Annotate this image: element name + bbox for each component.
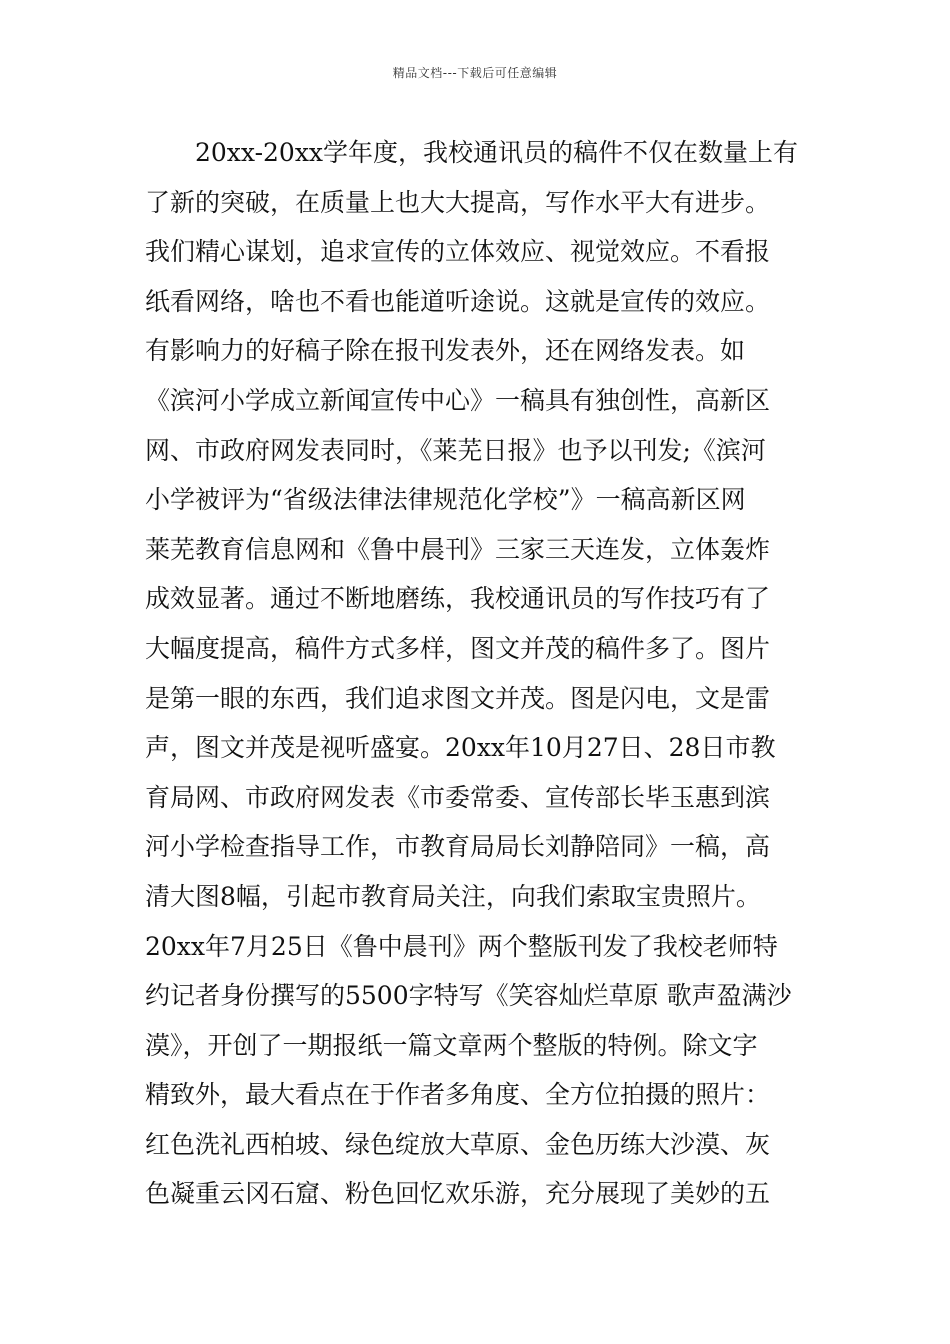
text-line: 红色洗礼西柏坡、绿色绽放大草原、金色历练大沙漠、灰 xyxy=(145,1129,771,1159)
text-line: 约记者身份撰写的5500字特写《笑容灿烂草原 歌声盈满沙 xyxy=(145,981,792,1011)
text-line: 漠》，开创了一期报纸一篇文章两个整版的特例。除文字 xyxy=(145,1030,758,1060)
text-line: 声，图文并茂是视听盛宴。20xx年10月27日、28日市教 xyxy=(145,733,776,763)
text-line: 小学被评为“省级法律法律规范化学校”》一稿高新区网 xyxy=(145,485,746,515)
text-line: 了新的突破，在质量上也大大提高，写作水平大有进步。 xyxy=(145,187,771,217)
text-line: 色凝重云冈石窟、粉色回忆欢乐游，充分展现了美妙的五 xyxy=(145,1179,771,1209)
text-line: 清大图8幅，引起市教育局关注，向我们索取宝贵照片。 xyxy=(145,881,761,911)
text-line: 我们精心谋划，追求宣传的立体效应、视觉效应。不看报 xyxy=(145,237,771,267)
text-line: 《滨河小学成立新闻宣传中心》一稿具有独创性，高新区 xyxy=(145,385,771,415)
text-line: 20xx-20xx学年度，我校通讯员的稿件不仅在数量上有 xyxy=(195,138,799,167)
page-header: 精品文档---下载后可任意编辑 xyxy=(392,66,558,80)
text-line: 成效显著。通过不断地磨练，我校通讯员的写作技巧有了 xyxy=(145,584,771,614)
text-line: 大幅度提高，稿件方式多样，图文并茂的稿件多了。图片 xyxy=(145,633,771,663)
text-line: 有影响力的好稿子除在报刊发表外，还在网络发表。如 xyxy=(145,336,746,366)
text-line: 20xx年7月25日《鲁中晨刊》两个整版刊发了我校老师特 xyxy=(145,931,778,961)
text-line: 河小学检查指导工作，市教育局局长刘静陪同》一稿，高 xyxy=(145,832,771,862)
text-line: 网、市政府网发表同时，《莱芜日报》也予以刊发;《滨河 xyxy=(145,435,766,465)
text-line: 莱芜教育信息网和《鲁中晨刊》三家三天连发，立体轰炸 xyxy=(145,534,771,564)
body-text xyxy=(145,128,835,1219)
text-line: 是第一眼的东西，我们追求图文并茂。图是闪电，文是雷 xyxy=(145,683,771,713)
text-line: 育局网、市政府网发表《市委常委、宣传部长毕玉惠到滨 xyxy=(145,782,771,812)
text-line: 纸看网络，啥也不看也能道听途说。这就是宣传的效应。 xyxy=(145,286,771,316)
text-line: 精致外，最大看点在于作者多角度、全方位拍摄的照片： xyxy=(145,1080,771,1110)
